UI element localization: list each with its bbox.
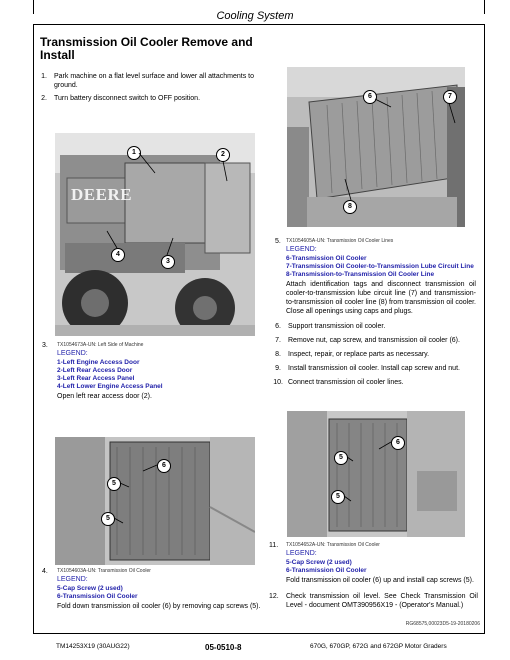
- callout-5-fig3-upper: 5: [107, 477, 121, 491]
- step-1-text: Park machine on a flat level surface and lower all attachments to ground.: [54, 73, 254, 89]
- step-9-text: Install transmission oil cooler. Install cap screw and nut.: [288, 365, 460, 372]
- callout-6-fig4: 6: [391, 436, 405, 450]
- fig3-legend-title: LEGEND:: [57, 576, 88, 583]
- fig2-legend-item-7: 7-Transmission Oil Cooler-to-Transmission Lube Circuit Line: [286, 263, 474, 270]
- fig1-legend-title: LEGEND:: [57, 350, 88, 357]
- callout-1: 1: [127, 146, 141, 160]
- figure-left-side-of-machine: [55, 133, 255, 336]
- header-underline: [33, 24, 485, 25]
- content-frame-left: [33, 24, 34, 634]
- callout-5-fig4-upper: 5: [334, 451, 348, 465]
- fig1-legend-item-2: 2-Left Rear Access Door: [57, 367, 133, 374]
- fig3-step-number: 4.: [42, 568, 48, 575]
- step-10-text: Connect transmission oil cooler lines.: [288, 379, 404, 386]
- step-8-text: Inspect, repair, or replace parts as necessary.: [288, 351, 430, 358]
- fig2-legend-item-8: 8-Transmission-to-Transmission Oil Cooler Line: [286, 271, 435, 278]
- step-8-number: 8.: [275, 351, 281, 358]
- fig2-step-number: 5.: [275, 238, 281, 245]
- step-10-number: 10.: [273, 379, 283, 386]
- callout-6-fig3: 6: [157, 459, 171, 473]
- callout-5-fig4-lower: 5: [331, 490, 345, 504]
- fig1-legend: [57, 359, 163, 391]
- fig2-caption: TX1054605A-UN: Transmission Oil Cooler Lines: [286, 238, 394, 244]
- figure-oil-cooler-lines: [287, 67, 465, 227]
- cooler-lines-photo-graphic: [287, 67, 465, 227]
- fig4-legend-title: LEGEND:: [286, 550, 317, 557]
- step-2-text: Turn battery disconnect switch to OFF position.: [54, 95, 201, 102]
- fig4-step-number: 11.: [269, 542, 279, 549]
- step-12-number: 12.: [269, 593, 279, 600]
- fig1-step-number: 3.: [42, 342, 48, 349]
- footer-model-names: 670G, 670GP, 672G and 672GP Motor Graders: [310, 643, 447, 650]
- step-12-text: Check transmission oil level. See Check Transmission Oil Level - document OMT390956X19 - (Operator's Manual.): [286, 593, 478, 609]
- fig2-legend-title: LEGEND:: [286, 246, 317, 253]
- callout-6: 6: [363, 90, 377, 104]
- fig1-legend-item-4: 4-Left Lower Engine Access Panel: [57, 383, 163, 390]
- fig1-instruction: Open left rear access door (2).: [57, 393, 152, 400]
- reference-code: RG68575,00023D5-19-20180206: [405, 621, 480, 627]
- callout-3: 3: [161, 255, 175, 269]
- callout-2: 2: [216, 148, 230, 162]
- fig4-legend: [286, 559, 367, 575]
- fig2-legend-item-6: 6-Transmission Oil Cooler: [286, 255, 367, 262]
- cooler-fold-up-photo-graphic: [287, 411, 465, 537]
- deere-brand-text: DEERE: [71, 185, 133, 204]
- fig4-legend-item-5: 5-Cap Screw (2 used): [286, 559, 352, 566]
- fig2-instruction: Attach identification tags and disconnect transmission oil cooler-to-transmission lube circuit line (7) and transmission-to-transmission oil cooler line (8) from transmission oil cooler. Close all openings using caps and plugs.: [286, 281, 476, 315]
- fig3-legend-item-6: 6-Transmission Oil Cooler: [57, 593, 138, 600]
- fig2-legend: [286, 255, 474, 279]
- fig3-legend: [57, 585, 138, 601]
- fig3-legend-item-5: 5-Cap Screw (2 used): [57, 585, 123, 592]
- figure-oil-cooler-fold-up: [287, 411, 465, 537]
- content-frame-bottom: [33, 633, 485, 634]
- fig1-legend-item-3: 3-Left Rear Access Panel: [57, 375, 135, 382]
- fig1-caption: TX1054673A-UN: Left Side of Machine: [57, 342, 144, 348]
- step-7-text: Remove nut, cap screw, and transmission oil cooler (6).: [288, 337, 460, 344]
- fig4-instruction: Fold transmission oil cooler (6) up and install cap screws (5).: [286, 577, 474, 584]
- page-header-title: Cooling System: [216, 10, 294, 22]
- callout-4: 4: [111, 248, 125, 262]
- footer-doc-id: TM14253X19 (30AUG22): [56, 643, 130, 650]
- step-9-number: 9.: [275, 365, 281, 372]
- step-2-number: 2.: [41, 95, 47, 102]
- callout-7: 7: [443, 90, 457, 104]
- callout-5-fig3-lower: 5: [101, 512, 115, 526]
- step-1-number: 1.: [41, 73, 47, 80]
- machine-photo-graphic: [55, 133, 255, 336]
- callout-8: 8: [343, 200, 357, 214]
- step-6-number: 6.: [275, 323, 281, 330]
- step-6-text: Support transmission oil cooler.: [288, 323, 386, 330]
- fig1-legend-item-1: 1-Left Engine Access Door: [57, 359, 140, 366]
- figure-oil-cooler-fold-down: [55, 437, 255, 565]
- cooler-fold-down-photo-graphic: [55, 437, 255, 565]
- fig4-caption: TX1054652A-UN: Transmission Oil Cooler: [286, 542, 380, 548]
- section-title: Transmission Oil Cooler Remove and Install: [40, 35, 253, 62]
- step-7-number: 7.: [275, 337, 281, 344]
- fig4-legend-item-6: 6-Transmission Oil Cooler: [286, 567, 367, 574]
- footer-page-number: 05-0510-8: [205, 643, 242, 652]
- content-frame-right: [484, 24, 485, 634]
- fig3-caption: TX1054603A-UN: Transmission Oil Cooler: [57, 568, 151, 574]
- fig3-instruction: Fold down transmission oil cooler (6) by removing cap screws (5).: [57, 603, 261, 610]
